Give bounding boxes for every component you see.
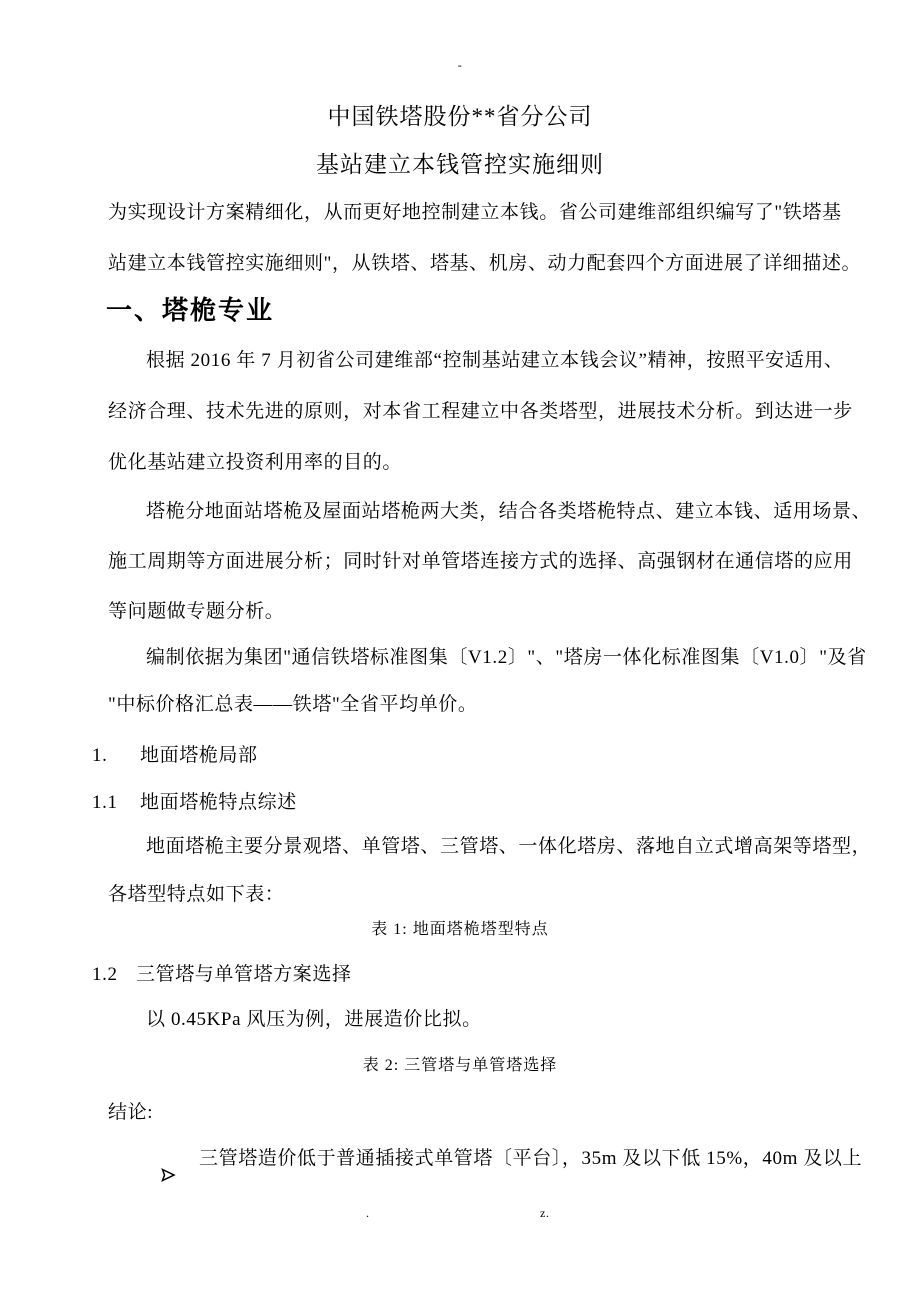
item-number: 1.2	[92, 964, 118, 985]
section-heading: 一、塔桅专业	[106, 296, 275, 325]
paragraph-line: 施工周期等方面进展分析；同时针对单管塔连接方式的选择、高强钢材在通信塔的应用	[108, 551, 853, 572]
paragraph-line: 编制依据为集团"通信铁塔标准图集〔V1.2〕"、"塔房一体化标准图集〔V1.0〕"及省	[146, 647, 867, 668]
arrowhead-bullet-icon	[135, 1148, 153, 1166]
item-text: 地面塔桅特点综述	[140, 792, 297, 813]
paragraph-line: 等问题做专题分析。	[108, 601, 285, 622]
paragraph-line: "中标价格汇总表——铁塔"全省平均单价。	[108, 694, 478, 715]
item-number: 1.1	[92, 792, 118, 813]
page-top-mark: -	[457, 58, 463, 72]
paragraph-line: 塔桅分地面站塔桅及屋面站塔桅两大类，结合各类塔桅特点、建立本钱、适用场景、	[146, 501, 872, 522]
doc-title-line-2: 基站建立本钱管控实施细则	[316, 152, 604, 177]
conclusion-label: 结论:	[108, 1102, 154, 1123]
intro-paragraph-line: 为实现设计方案精细化，从而更好地控制建立本钱。省公司建维部组织编写了"铁塔基	[108, 202, 842, 223]
bullet-text: 三管塔造价低于普通插接式单管塔〔平台〕，35m 及以下低 15%，40m 及以上	[199, 1148, 863, 1169]
item-number: 1.	[92, 745, 108, 766]
intro-paragraph-line: 站建立本钱管控实施细则"，从铁塔、塔基、机房、动力配套四个方面进展了详细描述。	[108, 253, 862, 274]
table-1-caption: 表 1: 地面塔桅塔型特点	[371, 921, 549, 938]
paragraph-line: 以 0.45KPa 风压为例，进展造价比拟。	[146, 1009, 482, 1030]
item-text: 三管塔与单管塔方案选择	[136, 964, 352, 985]
paragraph-line: 经济合理、技术先进的原则，对本省工程建立中各类塔型，进展技术分析。到达进一步	[108, 401, 853, 422]
doc-title-line-1: 中国铁塔股份**省分公司	[327, 104, 593, 129]
paragraph-line: 优化基站建立投资利用率的目的。	[108, 452, 403, 473]
numbered-item-1-2	[92, 959, 352, 986]
paragraph-line: 各塔型特点如下表：	[108, 884, 285, 905]
numbered-item-1	[92, 740, 258, 767]
numbered-item-1-1	[92, 787, 297, 814]
table-2-caption: 表 2: 三管塔与单管塔选择	[362, 1057, 558, 1074]
bullet-item	[135, 1143, 862, 1170]
paragraph-line: 根据 2016 年 7 月初省公司建维部“控制基站建立本钱会议”精神，按照平安适用、	[146, 350, 844, 371]
footer-right-mark: z.	[540, 1206, 550, 1220]
footer-left-mark: .	[366, 1206, 370, 1220]
item-text: 地面塔桅局部	[140, 745, 258, 766]
paragraph-line: 地面塔桅主要分景观塔、单管塔、三管塔、一体化塔房、落地自立式增高架等塔型，	[146, 836, 872, 857]
